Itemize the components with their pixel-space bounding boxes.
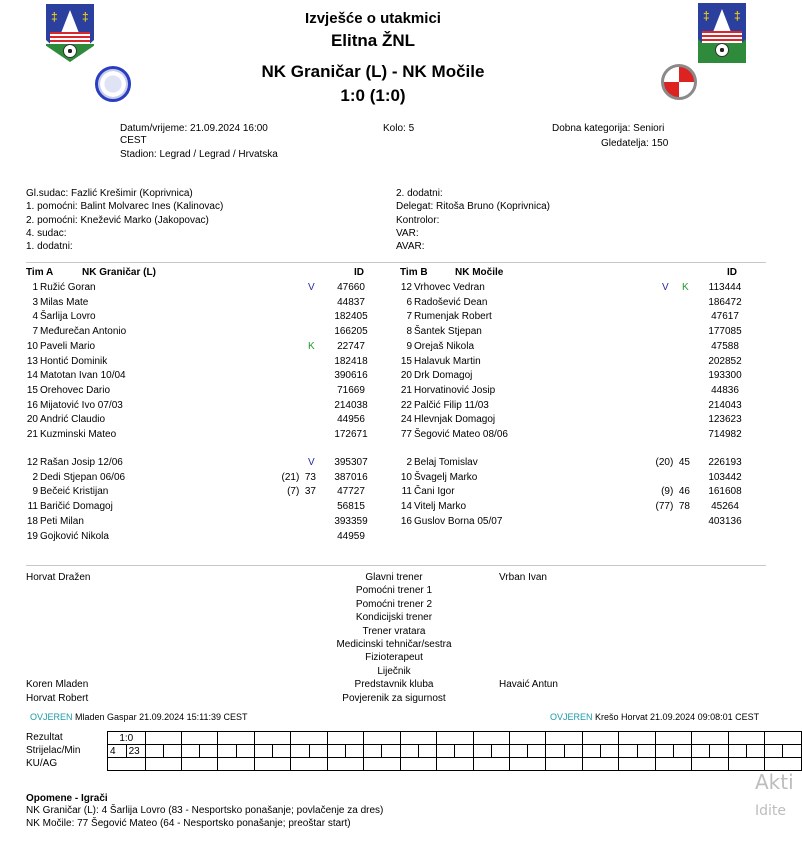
player-id: 161608 (708, 486, 742, 498)
captain-marker: K (682, 282, 689, 293)
player-name: Peti Milan (40, 515, 84, 527)
staff-team-b: Vrban Ivan (499, 572, 547, 583)
team-b-id-header: ID (727, 267, 737, 278)
result-cell (218, 732, 254, 745)
result-cell (437, 732, 473, 745)
scorer-cell (182, 745, 200, 758)
verification-right (550, 712, 759, 722)
player-number: 2 (32, 471, 38, 483)
ku-ag-cell (509, 758, 545, 771)
goalkeeper-marker: V (662, 282, 669, 293)
player-id: 44956 (337, 414, 365, 426)
staff-role: Medicinski tehničar/sestra (336, 639, 452, 650)
substitution-info: (7) 37 (287, 486, 316, 498)
final-score: 1:0 (1:0) (340, 86, 406, 105)
scorer-cell (582, 745, 600, 758)
team-b-name: NK Močile (455, 267, 504, 278)
player-name: Horvatinović Josip (414, 384, 496, 396)
minute-cell (746, 745, 764, 758)
player-number: 16 (26, 399, 38, 411)
player-name: Baričić Domagoj (40, 501, 113, 513)
result-cell (400, 732, 436, 745)
ku-ag-cell (291, 758, 327, 771)
player-name: Međurečan Antonio (40, 326, 127, 338)
player-name: Hontić Dominik (40, 355, 108, 367)
minute-cell (200, 745, 218, 758)
player-name: Mijatović Ivo 07/03 (40, 399, 123, 411)
result-cell (509, 732, 545, 745)
player-number: 3 (32, 296, 38, 308)
player-id: 47727 (337, 486, 365, 498)
sub-row (16, 516, 386, 530)
goalkeeper-marker: V (308, 457, 315, 468)
scorer-cell (327, 745, 345, 758)
ku-ag-cell (108, 758, 146, 771)
ku-ag-cell (655, 758, 691, 771)
minute-cell (673, 745, 691, 758)
player-row (16, 414, 386, 428)
player-id: 103442 (708, 471, 742, 483)
score-label-scorer: Strijelac/Min (26, 745, 81, 756)
player-number: 10 (400, 471, 412, 483)
scorer-cell (254, 745, 272, 758)
player-name: Orejaš Nikola (414, 340, 475, 352)
player-number: 21 (26, 429, 38, 440)
player-name: Paveli Mario (40, 340, 96, 352)
result-cell (619, 732, 655, 745)
substitution-info: (77) 78 (655, 501, 690, 513)
official-line: Delegat: Ritoša Bruno (Koprivnica) (396, 201, 550, 213)
official-line: 2. pomoćni: Knežević Marko (Jakopovac) (26, 214, 209, 226)
official-line: 1. pomoćni: Balint Molvarec Ines (Kalinovac) (26, 201, 224, 213)
player-row (16, 356, 386, 370)
substitution-info: (20) 45 (655, 457, 690, 468)
player-row (390, 400, 760, 414)
scorer-cell (400, 745, 418, 758)
player-name: Andrić Claudio (40, 414, 106, 426)
player-number: 7 (32, 326, 38, 338)
minute-cell (236, 745, 254, 758)
activation-watermark: Akti (755, 770, 794, 794)
player-name: Drk Domagoj (414, 370, 473, 382)
result-cell (765, 732, 802, 745)
match-title: NK Graničar (L) - NK Močile (261, 62, 485, 81)
team-b-label: Tim B (400, 267, 428, 278)
official-line: VAR: (396, 227, 419, 239)
player-number: 2 (406, 457, 412, 468)
staff-role: Pomoćni trener 1 (355, 585, 433, 597)
official-line: Kontrolor: (396, 214, 440, 226)
player-number: 20 (26, 414, 38, 426)
caution-line: NK Graničar (L): 4 Šarlija Lovro (83 - Nesportsko ponašanje; povlačenje za dres) (26, 805, 384, 816)
score-table (107, 731, 802, 771)
player-row (16, 326, 386, 340)
player-id: 186472 (708, 296, 742, 308)
player-number: 20 (400, 370, 412, 382)
minute-cell (418, 745, 436, 758)
minute-cell (273, 745, 291, 758)
player-row (390, 326, 760, 340)
player-id: 387016 (334, 471, 368, 483)
player-name: Šarlija Lovro (40, 311, 96, 323)
result-cell (728, 732, 764, 745)
player-number: 1 (32, 282, 38, 293)
player-row (16, 282, 386, 296)
player-id: 214038 (334, 399, 368, 411)
player-number: 10 (26, 340, 38, 352)
sub-row (16, 501, 386, 515)
minute-cell (528, 745, 546, 758)
staff-role: Pomoćni trener 2 (355, 598, 433, 610)
player-name: Kuzminski Mateo (40, 429, 117, 440)
staff-team-a: Horvat Dražen (26, 572, 91, 583)
staff-team-b: Havaić Antun (499, 679, 558, 691)
player-name: Guslov Borna 05/07 (414, 515, 503, 527)
player-number: 22 (400, 399, 412, 411)
player-id: 193300 (708, 370, 742, 382)
result-cell (582, 732, 618, 745)
player-name: Radošević Dean (414, 296, 488, 308)
player-id: 393359 (334, 515, 368, 527)
player-name: Ružić Goran (40, 282, 96, 293)
result-cell (254, 732, 290, 745)
staff-team-a: Koren Mladen (26, 679, 89, 691)
player-id: 113444 (708, 282, 742, 293)
scorer-row (108, 745, 802, 758)
ku-ag-cell (400, 758, 436, 771)
player-row (390, 356, 760, 370)
player-row (390, 414, 760, 428)
player-number: 7 (406, 311, 412, 323)
ku-ag-cell (473, 758, 509, 771)
staff-role: Liječnik (377, 665, 411, 677)
team-a-label: Tim A (26, 267, 54, 278)
verified-status: OVJEREN (30, 712, 73, 722)
player-id: 390616 (334, 370, 368, 382)
score-label-result: Rezultat (26, 732, 63, 743)
player-row (390, 282, 760, 296)
player-name: Halavuk Martin (414, 355, 481, 367)
player-id: 403136 (708, 515, 742, 527)
minute-cell (783, 745, 802, 758)
player-name: Šantek Stjepan (414, 326, 482, 338)
result-row (108, 732, 802, 745)
player-id: 182405 (334, 311, 368, 323)
minute-cell (637, 745, 655, 758)
team-a-name: NK Graničar (L) (82, 267, 156, 278)
scorer-cell (291, 745, 309, 758)
player-number: 12 (400, 282, 412, 293)
player-number: 14 (400, 501, 412, 513)
player-row (16, 297, 386, 311)
substitution-info: (9) 46 (661, 486, 690, 498)
player-name: Gojković Nikola (40, 530, 109, 542)
county-crest-right: ‡ ‡ (698, 3, 746, 63)
player-number: 18 (26, 515, 38, 527)
player-id: 214043 (708, 399, 742, 411)
player-name: Milas Mate (40, 296, 89, 308)
scorer-cell (145, 745, 163, 758)
player-number: 6 (406, 296, 412, 308)
scorer-cell (765, 745, 783, 758)
player-id: 44959 (337, 530, 365, 542)
team-a-id-header: ID (354, 267, 364, 278)
player-row (16, 429, 386, 443)
separator (26, 565, 766, 566)
official-line: Gl.sudac: Fazlić Krešimir (Koprivnica) (26, 188, 193, 199)
staff-role: Trener vratara (362, 625, 426, 637)
player-id: 202852 (708, 355, 742, 367)
player-number: 15 (400, 355, 412, 367)
ku-ag-cell (582, 758, 618, 771)
player-name: Palčić Filip 11/03 (414, 399, 489, 411)
player-name: Vitelj Marko (414, 501, 467, 513)
ku-ag-cell (437, 758, 473, 771)
player-number: 12 (26, 457, 38, 468)
sub-row (16, 472, 386, 486)
player-number: 9 (406, 340, 412, 352)
scorer-cell: 4 (108, 745, 127, 758)
verified-status: OVJEREN (550, 712, 593, 722)
county-crest-left: ‡ ‡ (46, 4, 94, 62)
minute-cell (455, 745, 473, 758)
result-cell (145, 732, 181, 745)
report-title: Izvješće o utakmici (305, 10, 441, 27)
scorer-cell (473, 745, 491, 758)
player-name: Hlevnjak Domagoj (414, 414, 496, 426)
sub-row (16, 531, 386, 545)
league-name: Elitna ŽNL (330, 31, 416, 50)
player-row (16, 385, 386, 399)
scorer-cell (218, 745, 236, 758)
staff-role: Glavni trener (365, 572, 423, 583)
ku-ag-cell (182, 758, 218, 771)
minute-cell (309, 745, 327, 758)
player-number: 21 (400, 384, 412, 396)
club-badge-granicar (95, 66, 131, 102)
scorer-cell (509, 745, 527, 758)
sub-row (390, 457, 760, 471)
scorer-cell (364, 745, 382, 758)
player-id: 47660 (337, 282, 365, 293)
player-id: 226193 (708, 457, 742, 468)
ku-ag-cell (619, 758, 655, 771)
staff-role: Kondicijski trener (355, 612, 433, 624)
scorer-cell (546, 745, 564, 758)
player-number: 19 (26, 530, 38, 542)
age-category: Dobna kategorija: Seniori (552, 123, 665, 134)
ku-ag-cell (546, 758, 582, 771)
sub-row (390, 501, 760, 515)
minute-cell (491, 745, 509, 758)
result-cell (291, 732, 327, 745)
staff-team-a: Horvat Robert (26, 692, 89, 704)
sub-row (390, 472, 760, 486)
player-number: 24 (400, 414, 412, 426)
staff-role: Povjerenik za sigurnost (342, 692, 446, 704)
club-badge-mocile (661, 64, 697, 100)
player-row (390, 429, 760, 443)
player-number: 77 (400, 429, 412, 440)
minute-cell (564, 745, 582, 758)
activation-watermark-sub: Idite (755, 803, 787, 819)
official-line: AVAR: (396, 241, 425, 253)
player-id: 45264 (711, 501, 739, 513)
scorer-cell (655, 745, 673, 758)
captain-marker: K (308, 340, 315, 352)
player-name: Čani Igor (414, 486, 455, 498)
player-id: 56815 (337, 501, 365, 513)
player-row (16, 370, 386, 384)
datetime: Datum/vrijeme: 21.09.2024 16:00 (120, 123, 268, 134)
official-line: 2. dodatni: (396, 188, 443, 199)
ku-ag-cell (327, 758, 363, 771)
minute-cell (163, 745, 181, 758)
player-id: 22747 (337, 340, 365, 352)
ku-ag-cell (218, 758, 254, 771)
result-cell (182, 732, 218, 745)
player-name: Šegović Mateo 08/06 (414, 429, 508, 440)
ku-ag-cell (728, 758, 764, 771)
verified-by: Krešo Horvat 21.09.2024 09:08:01 CEST (595, 712, 760, 722)
result-cell (692, 732, 728, 745)
staff-role: Predstavnik kluba (354, 679, 434, 691)
separator (26, 262, 766, 263)
player-number: 16 (400, 515, 412, 527)
round: Kolo: 5 (383, 123, 415, 134)
substitution-info: (21) 73 (281, 471, 316, 483)
sub-row (390, 486, 760, 500)
player-id: 47588 (711, 340, 739, 352)
player-id: 44836 (711, 384, 739, 396)
player-row (16, 311, 386, 325)
goalkeeper-marker: V (308, 282, 315, 293)
player-row (390, 341, 760, 355)
staff-role: Fizioterapeut (365, 652, 423, 664)
player-row (16, 400, 386, 414)
player-id: 71669 (337, 384, 365, 396)
player-number: 9 (32, 486, 38, 498)
sub-row (16, 457, 386, 471)
cautions-title: Opomene - Igrači (26, 793, 108, 804)
player-id: 47617 (711, 311, 739, 323)
player-number: 11 (27, 501, 38, 513)
official-line: 1. dodatni: (26, 241, 73, 253)
minute-cell (346, 745, 364, 758)
player-name: Bečeić Kristijan (40, 486, 109, 498)
result-cell: 1:0 (108, 732, 146, 745)
minute-cell (601, 745, 619, 758)
scorer-cell (692, 745, 710, 758)
player-id: 395307 (334, 457, 368, 468)
ku-ag-cell (254, 758, 290, 771)
player-name: Rašan Josip 12/06 (40, 457, 123, 468)
player-row (390, 297, 760, 311)
player-name: Belaj Tomislav (414, 457, 478, 468)
player-id: 714982 (708, 429, 742, 440)
player-row (16, 341, 386, 355)
player-number: 13 (26, 355, 38, 367)
result-cell (364, 732, 400, 745)
result-cell (655, 732, 691, 745)
official-line: 4. sudac: (26, 227, 67, 239)
spectators: Gledatelja: 150 (601, 138, 669, 149)
player-id: 166205 (334, 326, 368, 338)
verification-left (30, 712, 247, 722)
player-number: 15 (26, 384, 38, 396)
result-cell (327, 732, 363, 745)
player-number: 8 (406, 326, 412, 338)
player-id: 172671 (334, 429, 368, 440)
minute-cell (710, 745, 728, 758)
player-name: Dedi Stjepan 06/06 (40, 471, 126, 483)
player-number: 14 (26, 370, 38, 382)
verified-by: Mladen Gaspar 21.09.2024 15:11:39 CEST (75, 712, 248, 722)
player-number: 4 (32, 311, 38, 323)
player-name: Švagelj Marko (414, 471, 478, 483)
player-name: Rumenjak Robert (414, 311, 492, 323)
player-id: 44837 (337, 296, 365, 308)
result-cell (473, 732, 509, 745)
player-row (390, 311, 760, 325)
ku-ag-cell (364, 758, 400, 771)
player-row (390, 370, 760, 384)
sub-row (390, 516, 760, 530)
result-cell (546, 732, 582, 745)
player-name: Vrhovec Vedran (414, 282, 485, 293)
player-row (390, 385, 760, 399)
minute-cell (382, 745, 400, 758)
ku-ag-cell (765, 758, 802, 771)
player-number: 11 (401, 486, 412, 498)
player-id: 182418 (334, 355, 368, 367)
player-id: 123623 (708, 414, 742, 426)
stadium: Stadion: Legrad / Legrad / Hrvatska (120, 149, 278, 160)
scorer-cell (728, 745, 746, 758)
minute-cell: 23 (126, 745, 145, 758)
caution-line: NK Močile: 77 Šegović Mateo (64 - Nesportsko ponašanje; preoštar start) (26, 818, 351, 829)
score-label-ku-ag: KU/AG (26, 758, 58, 769)
player-name: Matotan Ivan 10/04 (40, 370, 126, 382)
timezone: CEST (120, 135, 147, 146)
scorer-cell (437, 745, 455, 758)
player-name: Orehovec Dario (40, 384, 111, 396)
sub-row (16, 486, 386, 500)
scorer-cell (619, 745, 637, 758)
ku-ag-cell (145, 758, 181, 771)
ku-ag-cell (692, 758, 728, 771)
player-id: 177085 (708, 326, 742, 338)
ku-ag-row (108, 758, 802, 771)
